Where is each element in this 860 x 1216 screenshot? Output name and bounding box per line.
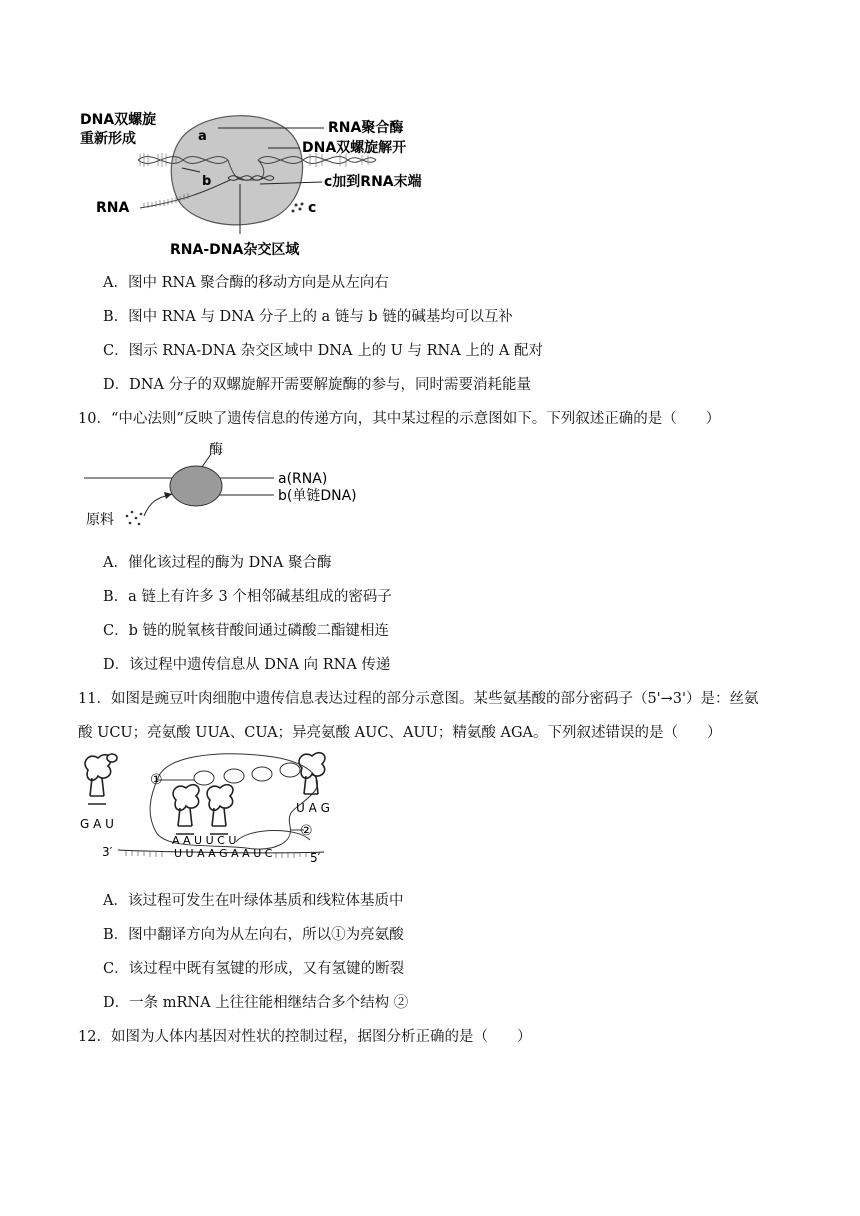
- q11-stem-line1: 11．如图是豌豆叶肉细胞中遗传信息表达过程的部分示意图。某些氨基酸的部分密码子（5'→3'）是：丝氨: [78, 691, 759, 707]
- enzyme-ellipse: [170, 466, 222, 506]
- label-enzyme: 酶: [209, 442, 223, 458]
- anticodon-left: G A U: [80, 817, 114, 831]
- q12-stem: 12．如图为人体内基因对性状的控制过程，据图分析正确的是（ ）: [78, 1029, 532, 1045]
- mrna-5-end: 5′: [310, 851, 321, 865]
- label-strand-b: b(单链DNA): [278, 488, 357, 504]
- label-c-added: c加到RNA末端: [324, 174, 422, 190]
- q9-option-d: D．DNA 分子的双螺旋解开需要解旋酶的参与，同时需要消耗能量: [103, 377, 532, 393]
- trna-middle-1: [173, 785, 199, 834]
- q10-diagram: [84, 440, 384, 532]
- label-a: a: [198, 129, 207, 144]
- q10-option-d: D．该过程中遗传信息从 DNA 向 RNA 传递: [103, 657, 391, 673]
- label-dna-reform-2: 重新形成: [80, 131, 136, 147]
- label-strand-a: a(RNA): [278, 471, 328, 487]
- transcription-diagram: [78, 108, 438, 260]
- q10-option-b: B．a 链上有许多 3 个相邻碱基组成的密码子: [103, 589, 392, 605]
- label-c: c: [308, 200, 317, 216]
- q10-stem: 10．“中心法则”反映了遗传信息的传递方向，其中某过程的示意图如下。下列叙述正确的是（ ）: [78, 411, 721, 427]
- q11-option-c: C．该过程中既有氢键的形成，又有氢键的断裂: [103, 961, 405, 977]
- trna-right: [299, 753, 325, 794]
- q11-option-d: D．一条 mRNA 上往往能相继结合多个结构 ②: [103, 995, 409, 1011]
- q10-option-c: C．b 链的脱氧核苷酸间通过磷酸二酯键相连: [103, 623, 389, 639]
- label-dna-unwind: DNA双螺旋解开: [302, 140, 407, 156]
- mrna-sequence: U U A A G A A U C: [174, 847, 273, 860]
- q9-option-b: B．图中 RNA 与 DNA 分子上的 a 链与 b 链的碱基均可以互补: [103, 309, 513, 325]
- q9-option-c: C．图示 RNA-DNA 杂交区域中 DNA 上的 U 与 RNA 上的 A 配对: [103, 343, 543, 359]
- label-b: b: [202, 174, 212, 189]
- q11-stem-line2: 酸 UCU；亮氨酸 UUA、CUA；异亮氨酸 AUC、AUU；精氨酸 AGA。下列叙述错误的是（ ）: [78, 725, 722, 741]
- label-circle-2: ②: [300, 823, 313, 839]
- q9-option-a: A．图中 RNA 聚合酶的移动方向是从左向右: [103, 275, 389, 291]
- q11-option-a: A．该过程可发生在叶绿体基质和线粒体基质中: [103, 893, 404, 909]
- mrna-3-end: 3′: [102, 845, 113, 859]
- q11-translation-diagram: [76, 748, 366, 870]
- anticodon-right: U A G: [296, 801, 330, 815]
- label-hybrid-region: RNA-DNA杂交区域: [170, 242, 300, 258]
- q11-option-b: B．图中翻译方向为从左向右，所以①为亮氨酸: [103, 927, 404, 943]
- label-raw-material: 原料: [86, 512, 114, 528]
- q10-option-a: A．催化该过程的酶为 DNA 聚合酶: [103, 555, 332, 571]
- anticodon-middle: A A U U C U: [172, 834, 237, 847]
- trna-middle-2: [207, 785, 233, 834]
- label-dna-reform-1: DNA双螺旋: [80, 112, 157, 128]
- label-rna-polymerase: RNA聚合酶: [328, 120, 404, 136]
- label-rna: RNA: [96, 200, 130, 216]
- label-circle-1: ①: [150, 772, 163, 788]
- trna-left: [85, 754, 117, 804]
